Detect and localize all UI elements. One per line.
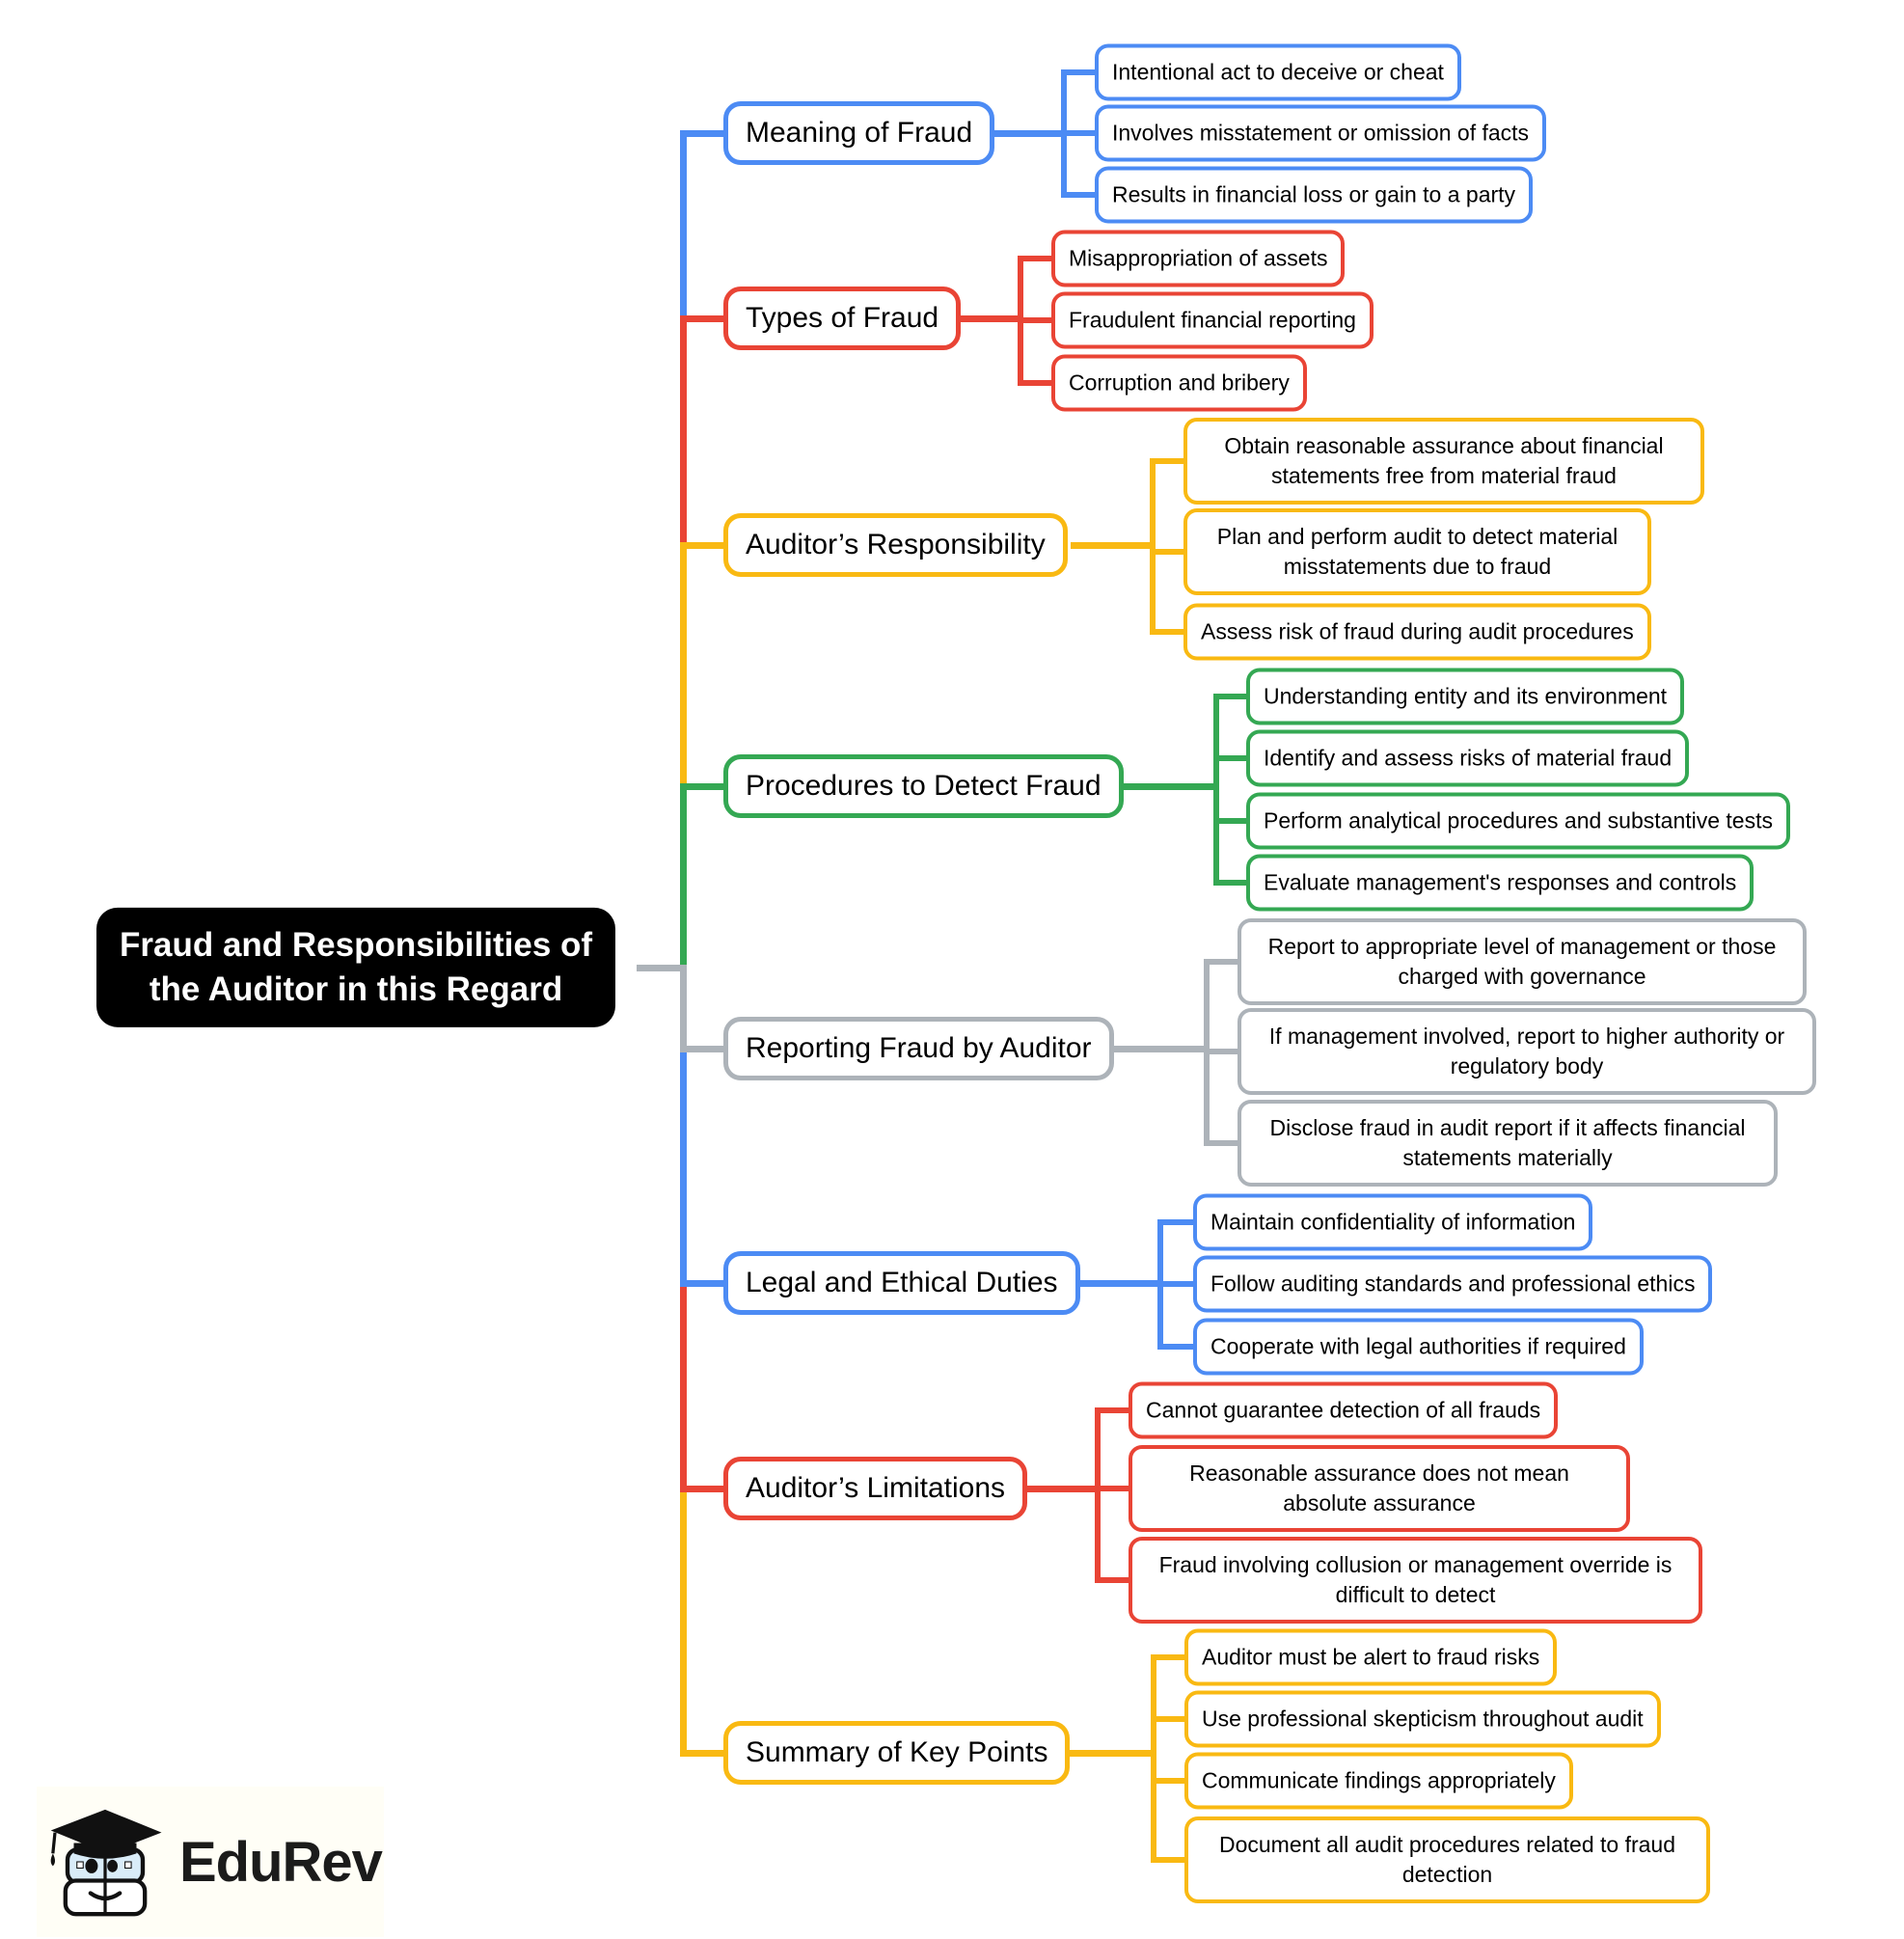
connector <box>1150 458 1156 635</box>
branch-node-reporting-fraud-by-auditor: Reporting Fraud by Auditor <box>723 1017 1114 1080</box>
connector-trunk-types <box>680 318 687 545</box>
branch-node-auditors-limitations: Auditor’s Limitations <box>723 1457 1027 1520</box>
edurev-logo-icon <box>42 1799 168 1925</box>
branch-child-node: If management involved, report to higher authority or regulatory body <box>1238 1008 1816 1095</box>
branch-child-node: Perform analytical procedures and substantive tests <box>1246 792 1790 849</box>
connector <box>1151 1654 1156 1863</box>
connector-trunk-meaning <box>680 130 687 318</box>
branch-child-node: Results in financial loss or gain to a party <box>1095 166 1533 223</box>
branch-node-legal-and-ethical-duties: Legal and Ethical Duties <box>723 1251 1080 1315</box>
branch-child-node: Corruption and bribery <box>1051 354 1307 411</box>
connector-central <box>637 965 687 971</box>
edurev-logo <box>37 1787 384 1937</box>
branch-child-node: Involves misstatement or omission of facts <box>1095 104 1546 161</box>
branch-child-node: Fraudulent financial reporting <box>1051 291 1374 348</box>
branch-child-node: Plan and perform audit to detect material misstatements due to fraud <box>1183 508 1651 595</box>
branch-child-node: Communicate findings appropriately <box>1184 1752 1573 1809</box>
branch-node-summary-of-key-points: Summary of Key Points <box>723 1721 1070 1785</box>
branch-child-node: Cannot guarantee detection of all frauds <box>1129 1381 1558 1438</box>
branch-child-node: Follow auditing standards and professional ethics <box>1193 1255 1712 1312</box>
branch-child-node: Intentional act to deceive or cheat <box>1095 43 1461 100</box>
connector <box>1213 694 1219 886</box>
connector <box>1109 783 1219 790</box>
branch-child-node: Reasonable assurance does not mean absolute assurance <box>1129 1445 1630 1532</box>
central-topic-line2: the Auditor in this Regard <box>149 970 563 1008</box>
connector-trunk-reporting <box>680 968 687 1051</box>
branch-node-auditors-responsibility: Auditor’s Responsibility <box>723 513 1068 577</box>
branch-child-node: Misappropriation of assets <box>1051 230 1345 287</box>
branch-child-node: Obtain reasonable assurance about financial statements free from material fraud <box>1183 418 1704 505</box>
connector-trunk-procedures <box>680 786 687 968</box>
connector-trunk-summary <box>680 1488 687 1756</box>
branch-child-node: Document all audit procedures related to fraud detection <box>1184 1816 1710 1903</box>
connector-trunk-legal <box>680 1051 687 1283</box>
branch-child-node: Disclose fraud in audit report if it affects financial statements materially <box>1238 1100 1778 1187</box>
connector-trunk-responsibility <box>680 545 687 786</box>
connector-trunk-limitations <box>680 1283 687 1488</box>
connector <box>1022 1486 1101 1492</box>
branch-node-types-of-fraud: Types of Fraud <box>723 287 961 350</box>
branch-child-node: Use professional skepticism throughout audit <box>1184 1690 1661 1747</box>
branch-child-node: Evaluate management's responses and controls <box>1246 854 1754 911</box>
connector <box>1071 542 1156 549</box>
central-topic-line1: Fraud and Responsibilities of <box>120 925 593 964</box>
branch-child-node: Understanding entity and its environment <box>1246 668 1684 724</box>
central-topic-node <box>96 908 615 1027</box>
branch-node-meaning-of-fraud: Meaning of Fraud <box>723 101 994 165</box>
connector <box>1095 1407 1101 1583</box>
branch-node-procedures-to-detect-fraud: Procedures to Detect Fraud <box>723 754 1124 818</box>
branch-child-node: Fraud involving collusion or management override is difficult to detect <box>1129 1537 1702 1624</box>
branch-child-node: Assess risk of fraud during audit procedures <box>1183 603 1651 660</box>
branch-child-node: Maintain confidentiality of information <box>1193 1193 1592 1250</box>
connector <box>1109 1046 1210 1052</box>
edurev-logo-text: EduRev <box>179 1830 382 1894</box>
branch-child-node: Cooperate with legal authorities if required <box>1193 1318 1644 1375</box>
branch-child-node: Identify and assess risks of material fraud <box>1246 729 1689 786</box>
branch-child-node: Auditor must be alert to fraud risks <box>1184 1628 1557 1685</box>
branch-child-node: Report to appropriate level of management or those charged with governance <box>1238 918 1807 1005</box>
